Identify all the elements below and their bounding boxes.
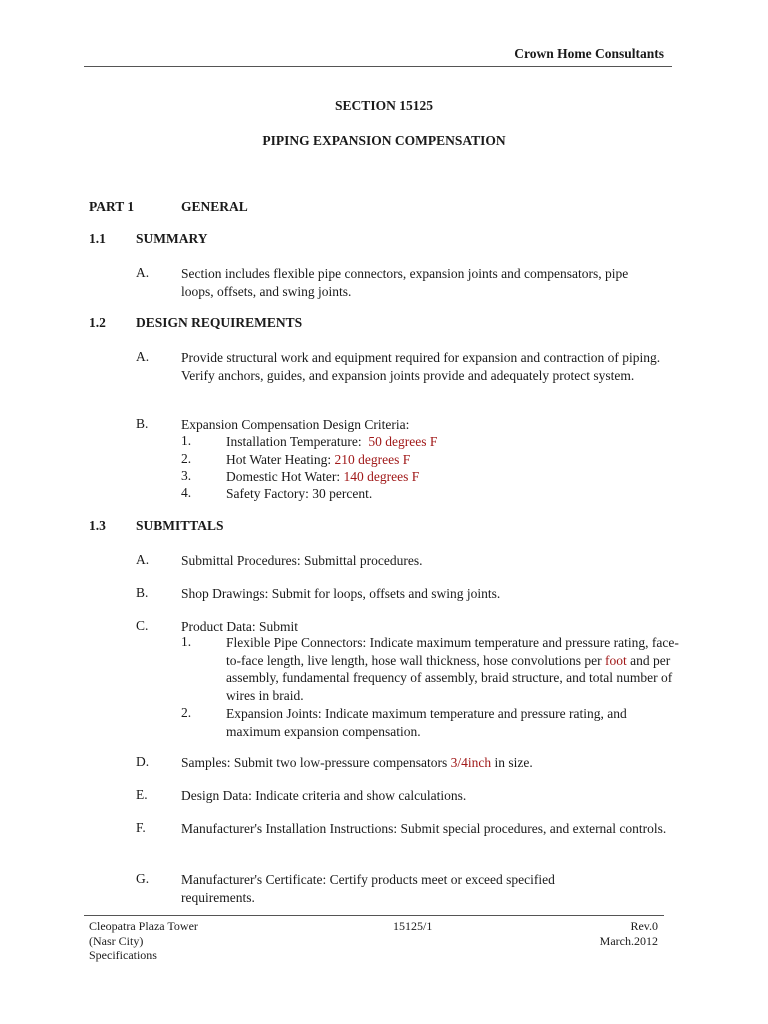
article-number-design: 1.2: [89, 315, 106, 330]
paragraph-text: Section includes flexible pipe connectors, expansion joints and compensators, pipe loops, offsets, and swing joints.: [181, 266, 629, 299]
section-number: SECTION 15125: [335, 98, 433, 113]
list-item: [226, 468, 681, 486]
paragraph-text: Shop Drawings: Submit for loops, offsets and swing joints.: [181, 586, 501, 601]
footer-project-info: [89, 919, 198, 963]
paragraph-text: Submittal Procedures: Submittal procedures.: [181, 553, 423, 568]
footer-divider: [84, 915, 664, 916]
list-item-number: 2.: [181, 451, 192, 466]
article-title-submittals: SUBMITTALS: [136, 518, 224, 533]
footer-location: (Nasr City): [89, 933, 144, 948]
part-title: GENERAL: [181, 199, 248, 214]
paragraph-text: [181, 754, 681, 772]
paragraph-letter: C.: [136, 618, 149, 633]
paragraph-text: Product Data: Submit: [181, 619, 298, 634]
paragraph-letter: A.: [136, 552, 150, 567]
criteria-label: Safety Factory: 30 percent.: [226, 486, 373, 501]
highlighted-term: foot: [605, 652, 627, 668]
article-title-summary: SUMMARY: [136, 231, 208, 246]
header-company-name: Crown Home Consultants: [514, 46, 664, 61]
article-number-submittals: 1.3: [89, 518, 106, 533]
paragraph-letter: B.: [136, 416, 149, 431]
list-item: [226, 451, 681, 469]
header-divider: [84, 66, 672, 67]
paragraph-text-part: in size.: [491, 755, 533, 770]
footer-date: March.2012: [599, 933, 658, 948]
footer-page-number: 15125/1: [393, 919, 433, 933]
list-item: [226, 433, 681, 451]
highlighted-term: 3/4inch: [450, 755, 492, 770]
paragraph-letter: E.: [136, 787, 148, 802]
item-text: and per assembly, fundamental frequency of assembly, braid structure, and total number of wires in braid.: [226, 652, 673, 703]
paragraph-letter: A.: [136, 265, 150, 280]
item-text: Flexible Pipe Connectors: Indicate maximum temperature and pressure rating, face-to-face length, live length, hose wall thickness, hose convolutions per: [226, 635, 679, 668]
footer-doc-type: Specifications: [89, 948, 157, 962]
paragraph-letter: A.: [136, 349, 150, 364]
paragraph-text: Manufacturer's Installation Instructions: Submit special procedures, and external controls.: [181, 821, 667, 836]
footer-project-name: Cleopatra Plaza Tower: [89, 919, 198, 933]
list-item-number: 1.: [181, 433, 192, 448]
criteria-label: Hot Water Heating:: [226, 452, 335, 467]
list-item: Expansion Joints: Indicate maximum temperature and pressure rating, and maximum expansion compensation.: [226, 706, 627, 739]
list-item: [226, 634, 681, 704]
part-number: PART 1: [89, 199, 135, 214]
criteria-value: 50 degrees F: [368, 434, 438, 449]
paragraph-text: Design Data: Indicate criteria and show calculations.: [181, 788, 467, 803]
paragraph-text: Manufacturer's Certificate: Certify products meet or exceed specified requirements.: [181, 872, 555, 905]
footer-revision-info: [600, 919, 658, 948]
footer-revision: Rev.0: [630, 919, 658, 933]
list-item: [226, 485, 681, 503]
paragraph-text-part: Samples: Submit two low-pressure compensators: [181, 755, 451, 770]
paragraph-letter: F.: [136, 820, 146, 835]
criteria-label: Domestic Hot Water:: [226, 469, 344, 484]
criteria-value: 210 degrees F: [334, 452, 411, 467]
criteria-label: Installation Temperature:: [226, 434, 369, 449]
paragraph-text: Provide structural work and equipment required for expansion and contraction of piping. Verify anchors, guides, and expansion joints provide and adequately protect system.: [181, 350, 661, 383]
article-title-design: DESIGN REQUIREMENTS: [136, 315, 303, 330]
paragraph-letter: D.: [136, 754, 150, 769]
list-item-number: 3.: [181, 468, 192, 483]
article-number-summary: 1.1: [89, 231, 106, 246]
paragraph-text: Expansion Compensation Design Criteria:: [181, 417, 410, 432]
list-item-number: 1.: [181, 634, 192, 649]
paragraph-letter: B.: [136, 585, 149, 600]
list-item-number: 2.: [181, 705, 192, 720]
section-title: PIPING EXPANSION COMPENSATION: [262, 133, 506, 148]
paragraph-letter: G.: [136, 871, 150, 886]
list-item-number: 4.: [181, 485, 192, 500]
criteria-value: 140 degrees F: [343, 469, 420, 484]
